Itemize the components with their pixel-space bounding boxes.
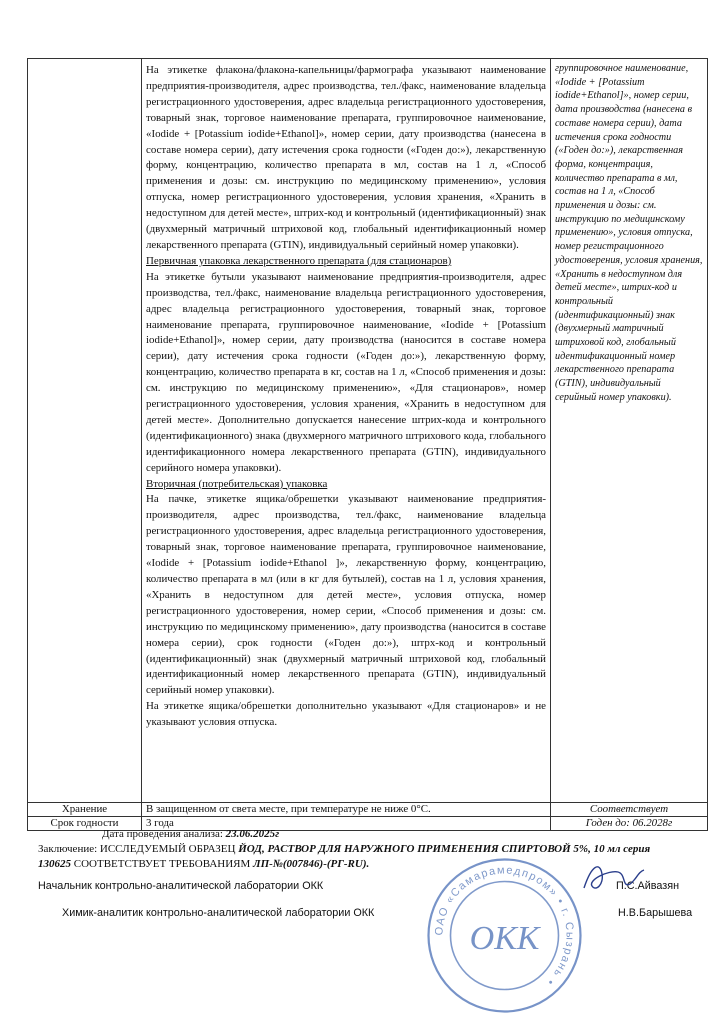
requirements-cell <box>142 59 551 803</box>
stamp-ring-text: ОАО «Самарамедпром» • г. Сызрань • <box>433 864 576 989</box>
stamp-center-text: ОКК <box>469 920 540 957</box>
result-text: группировочное наименование, «Iodide + [Potassium iodide+Ethanol]», номер серии, дата производства (нанесена в составе номера серии), дата истечения срока годности («Годен до:»), лекарственная форма, концентрация, количество препарата в мл, состав на 1 л, «Способ применения и дозы: см. инструкцию по медицинскому применению», условия отпуска, номер регистрационного удостоверения, условия хранения, «Хранить в недоступном для детей месте», штрих-код и контрольный (идентификационный) знак (двухмерный матричный штриховой код, глобальный идентификационный номер лекарственного препарата (GTIN), индивидуальный серийный номер упаковки). <box>555 63 703 403</box>
row-label: Хранение <box>28 803 142 817</box>
conclusion-reg-number: ЛП-№(007846)-(РГ-RU). <box>253 857 370 870</box>
signature-mark <box>578 858 648 898</box>
label-text-vial: На этикетке флакона/флакона-капельницы/фармографа указывают наименование предприятия-производителя, адрес производства, тел./факс, наименование владельца регистрационного удостоверения, адрес владельца регистрационного удостоверения, товарный знак, торговое наименование препарата, группировочное наименование, «Iodide + [Potassium iodide+Ethanol]», номер серии, дату производства (нанесена в составе номера серии), дату истечения срока годности («Годен до:»), лекарственную форму, концентрацию, количество препарата в мл, состав на 1 л, «Способ применения и дозы: см. инструкцию по медицинскому применению», условия отпуска, номер регистрационного удостоверения, условия хранения, «Хранить в недоступном для детей месте», штрих-код и контрольный (идентификационный) знак (двухмерный матричный штриховой код, глобальный идентификационный номер лекарственного препарата (GTIN), индивидуальный серийный номер упаковки). <box>146 64 546 251</box>
conclusion-verdict: СООТВЕТСТВУЕТ ТРЕБОВАНИЯМ <box>73 857 251 870</box>
date-label: Дата проведения анализа: <box>102 828 223 840</box>
row-label: Срок годности <box>28 817 142 831</box>
label-text-box: На пачке, этикетке ящика/обрешетки указывают наименование предприятия-производителя, адрес производства, тел./факс, наименование владельца регистрационного удостоверения, адрес владельца регистрационного удостоверения, товарный знак, торговое наименование препарата, группировочное наименование, «Iodide + [Potassium iodide+Ethanol ]», лекарственную форму, концентрацию, количество препарата в мл (или в кг для бутылей), состав на 1 л, условия хранения, «Хранить в недоступном для детей месте», условия отпуска, номер регистрационного удостоверения, номер серии, «Способ применения и дозы: см. инструкцию по медицинскому применению», дату производства (наносится в составе номера серии), срок годности («Годен до:»), штрх-код и контрольный (идентификационный) знак (двухмерный матричный штриховой код, глобальный идентификационный номер лекарственного препарата (GTIN), индивидуальный серийный номер упаковки). <box>146 493 546 697</box>
label-text-crate: На этикетке ящика/обрешетки дополнительно указывают «Для стационаров» и не указывают условия отпуска. <box>146 700 546 729</box>
analysis-date <box>102 828 279 841</box>
signatory-1-title: Начальник контрольно-аналитической лаборатории ОКК <box>38 880 324 892</box>
conclusion-label: Заключение: ИССЛЕДУЕМЫЙ ОБРАЗЕЦ <box>38 843 236 855</box>
row-result: Соответствует <box>551 803 708 817</box>
heading-primary-packaging: Первичная упаковка лекарственного препарата (для стационаров) <box>146 254 452 267</box>
label-text-bottle: На этикетке бутыли указывают наименование предприятия-производителя, адрес производства, тел./факс, наименование владельца регистрационного удостоверения, адрес владельца регистрационного удостоверения, товарный знак, торговое наименование препарата, группировочное наименование, «Iodide + [Potassium iodide+Ethanol]», номер серии, дату производства (наносится в составе номера серии), дату истечения срока годности («Годен до:»), лекарственную форму, концентрацию, количество препарата в кг, состав на 1 л, «Способ применения и дозы: см. инструкцию по медицинскому применению», «Для стационаров», номер регистрационного удостоверения, условия хранения, «Хранить в недоступном для детей месте». Дополнительно допускается нанесение штрих-кода и контрольного (идентификационного) знака (двухмерного матричного штрихового кода, глобального идентификационного номера лекарственного препарата (GTIN), индивидуального серийного номера упаковки). <box>146 270 546 474</box>
row-result: Годен до: 06.2028г <box>551 817 708 831</box>
row-value: 3 года <box>142 817 551 831</box>
signature-stroke <box>584 867 644 888</box>
signatory-2-title: Химик-аналитик контрольно-аналитической лаборатории ОКК <box>62 907 375 919</box>
table-row <box>28 803 708 817</box>
label-cell-empty <box>28 59 142 803</box>
lab-stamp <box>422 853 587 1018</box>
signatory-1-name: П.С.Айвазян <box>616 880 680 892</box>
heading-secondary-packaging: Вторичная (потребительская) упаковка <box>146 477 328 490</box>
date-value: 23.06.2025г <box>225 828 280 840</box>
spec-table <box>27 58 708 831</box>
conclusion-product: ЙОД, РАСТВОР ДЛЯ НАРУЖНОГО ПРИМЕНЕНИЯ СПИРТОВОЙ 5%, 10 мл серия 130625 <box>38 843 651 870</box>
result-cell <box>551 59 708 803</box>
row-value: В защищенном от света месте, при температуре не ниже 0°С. <box>142 803 551 817</box>
signatory-2-name: Н.В.Барышева <box>618 907 693 919</box>
